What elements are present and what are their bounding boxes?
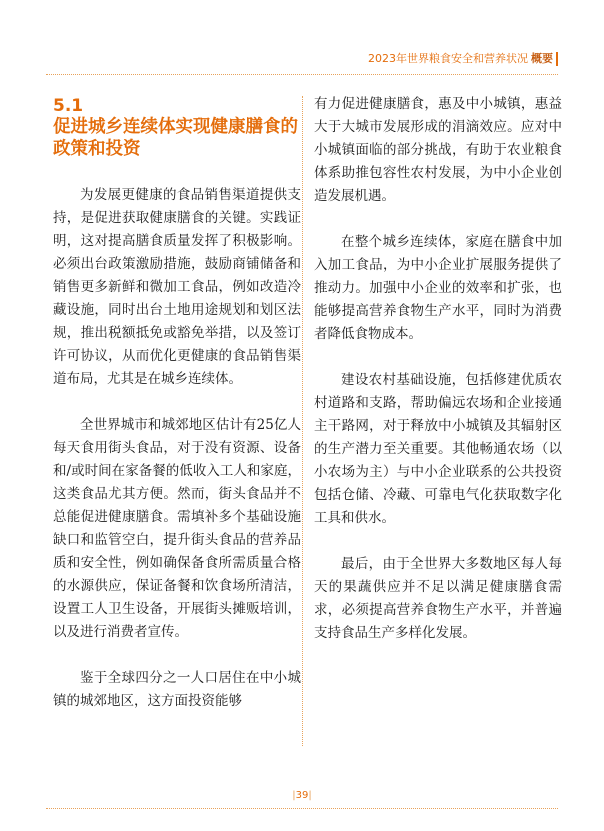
right-paragraph-3: 建设农村基础设施，包括修建优质农村道路和支路，帮助偏远农场和企业接通主干路网，对于释放中小城镇及其辐射区的生产潜力至关重要。其他畅通农场（以小农场为主）与中小企业联系的公共投资包括仓储、冷藏、可靠电气化获取数字化工具和供水。 <box>314 372 562 526</box>
section-label: 概要 <box>531 52 553 65</box>
running-header <box>368 52 558 66</box>
right-paragraph-1: 有力促进健康膳食，惠及中小城镇，惠益大于大城市发展形成的涓滴效应。应对中小城镇面临的部分挑战，有助于农业粮食体系助推包容性农村发展，为中小企业创造发展机遇。 <box>314 96 562 204</box>
page-number-value: 39 <box>295 790 309 801</box>
page-number: |39| <box>292 790 312 801</box>
section-title: 促进城乡连续体实现健康膳食的政策和投资 <box>53 117 298 159</box>
right-column <box>314 93 562 668</box>
left-paragraph-3: 鉴于全球四分之一人口居住在中小城镇的城郊地区，这方面投资能够 <box>53 670 301 709</box>
right-paragraph-4: 最后，由于全世界大多数地区每人每天的果蔬供应并不足以满足健康膳食需求，必须提高营养食物生产水平，并普遍支持食品生产多样化发展。 <box>314 556 562 641</box>
header-rule <box>46 74 558 75</box>
column-divider <box>302 96 303 746</box>
footer-rule <box>46 808 558 809</box>
left-column <box>53 92 301 736</box>
section-number: 5.1 <box>53 96 84 116</box>
left-paragraph-2: 全世界城市和城郊地区估计有25亿人每天食用街头食品，对于没有资源、设备和/或时间在家备餐的低收入工人和家庭，这类食品尤其方便。然而，街头食品并不总能促进健康膳食。需填补多个基础设施缺口和监管空白，提升街头食品的营养品质和安全性，例如确保备食所需质量合格的水源供应，保证备餐和饮食场所清洁，设置工人卫生设备，开展街头摊贩培训，以及进行消费者宣传。 <box>53 417 301 640</box>
report-title: 2023年世界粮食安全和营养状况 <box>368 52 528 65</box>
right-paragraph-2: 在整个城乡连续体，家庭在膳食中加入加工食品，为中小企业扩展服务提供了推动力。加强中小企业的效率和扩张，也能够提高营养食物生产水平，同时为消费者降低食物成本。 <box>314 234 562 342</box>
left-paragraph-1: 为发展更健康的食品销售渠道提供支持，是促进获取健康膳食的关键。实践证明，这对提高膳食质量发挥了积极影响。必须出台政策激励措施，鼓励商铺储备和销售更多新鲜和微加工食品，例如改造冷藏设施，同时出台土地用途规划和划区法规，推出税额抵免或豁免举措，以及签订许可协议，从而优化更健康的食品销售渠道布局，尤其是在城乡连续体。 <box>53 187 301 387</box>
